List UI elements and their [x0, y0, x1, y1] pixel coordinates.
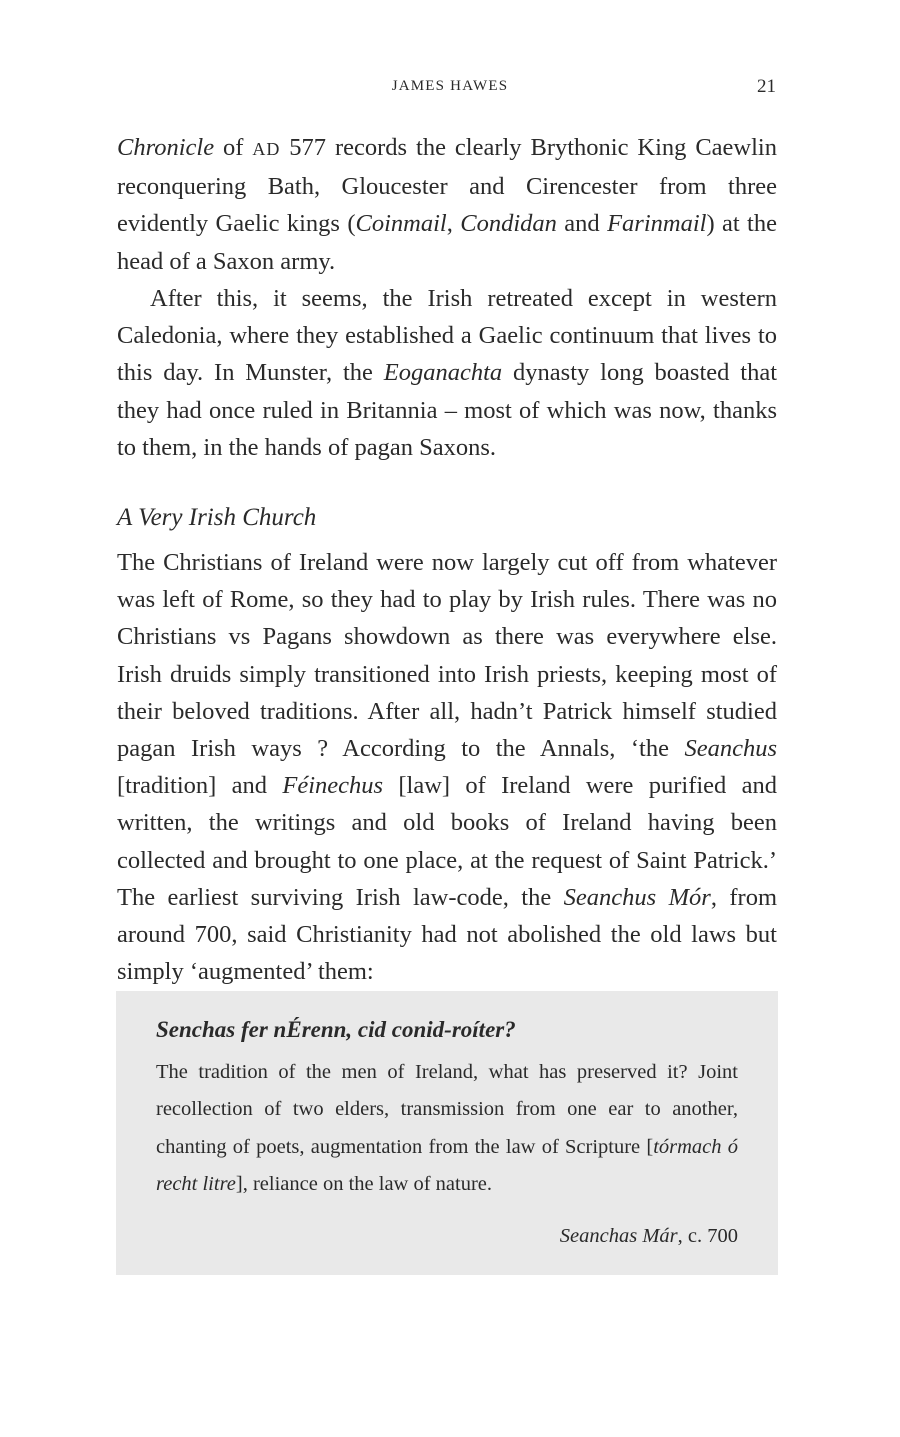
- king-name: Coinmail: [355, 210, 447, 238]
- text-run: dynasty long boasted that they had once ruled in Britannia – most of which was now, thanks to them, in the hands of pagan Saxons.: [117, 359, 777, 461]
- text-run: [tradition] and: [117, 772, 283, 800]
- paragraph-text: [117, 544, 777, 990]
- paragraph-retreat: [117, 280, 777, 466]
- text-run: ], reliance on the law of nature.: [235, 1172, 493, 1195]
- king-name: Condidan: [460, 210, 557, 238]
- quote-box: [116, 991, 778, 1275]
- text-run: After this, it seems, the Irish retreated except in western Caledonia, where they established a Gaelic continuum that lives to this day. In Munster, the: [117, 285, 777, 387]
- text-run: ) at the head of a Saxon army.: [117, 210, 777, 275]
- paragraph-text: [117, 129, 777, 280]
- section-heading: A Very Irish Church: [117, 504, 317, 531]
- term-feinechus: Féinechus: [282, 772, 384, 800]
- irish-phrase: tórmach ó recht litre: [156, 1135, 739, 1195]
- dynasty-name: Eoganachta: [383, 359, 503, 387]
- king-name: Farinmail: [607, 210, 707, 238]
- page-number: 21: [757, 76, 776, 97]
- text-run: of: [214, 134, 253, 161]
- quote-heading: Senchas fer nÉrenn, cid conid-roíter?: [156, 1017, 516, 1042]
- paragraph-chronicle: [117, 129, 777, 280]
- quote-text: [156, 1054, 738, 1203]
- paragraph-irish-church: [117, 544, 777, 990]
- paragraph-text: [117, 280, 777, 466]
- chronicle-title: Chronicle: [117, 134, 215, 161]
- running-head: [0, 76, 900, 100]
- term-seanchus-mor: Seanchus Mór: [563, 883, 711, 911]
- text-run: and: [556, 210, 608, 238]
- source-date: , c. 700: [677, 1225, 738, 1247]
- text-run: ,: [446, 210, 461, 238]
- text-run: The tradition of the men of Ireland, what has preserved it? Joint recollection of two elders, transmission from one ear to another, chanting of poets, augmentation from the law of Scripture [: [156, 1061, 738, 1158]
- quote-source: [560, 1225, 738, 1248]
- quote-body: [156, 1054, 738, 1203]
- term-seanchus: Seanchus: [684, 735, 777, 763]
- era-abbrev: AD: [252, 139, 281, 159]
- text-run: [law] of Ireland were purified and written, the writings and old books of Ireland having been collected and brought to one place, at the request of Saint Patrick.’ The earliest surviving Irish law-code, the: [117, 772, 777, 911]
- text-run: 577 records the clearly Brythonic King Caewlin reconquering Bath, Gloucester and Cirencester from three evidently Gaelic kings (: [117, 134, 777, 238]
- running-title: JAMES HAWES: [391, 78, 509, 94]
- text-run: The Christians of Ireland were now largely cut off from whatever was left of Rome, so they had to play by Irish rules. There was no Christians vs Pagans showdown as there was everywhere else. Irish druids simply transitioned into Irish priests, keeping most of their beloved traditions. After all, hadn’t Patrick himself studied pagan Irish ways ? According to the Annals, ‘the: [117, 549, 777, 763]
- source-title: Seanchas Már: [559, 1225, 678, 1247]
- text-run: , from around 700, said Christianity had not abolished the old laws but simply ‘augmented’ them:: [117, 883, 777, 986]
